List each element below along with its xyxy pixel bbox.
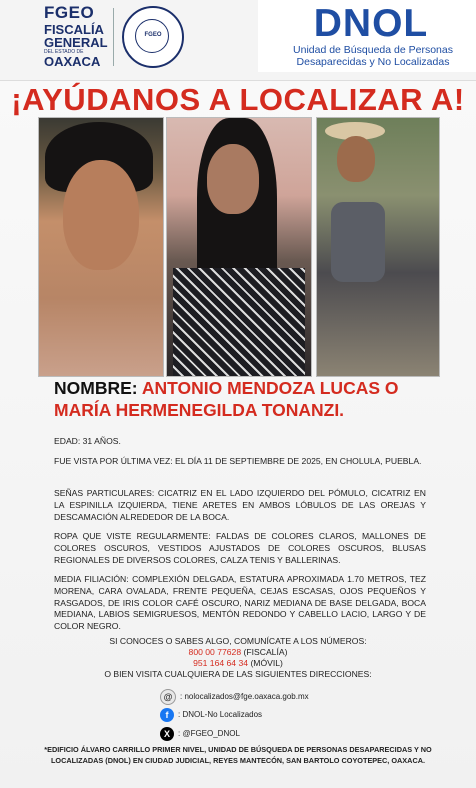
x-icon: X — [160, 727, 174, 741]
facebook-text: : DNOL-No Localizados — [178, 710, 263, 719]
phone-1-note: (FISCALÍA) — [243, 647, 288, 657]
last-seen-label: FUE VISTA POR ÚLTIMA VEZ: — [54, 456, 173, 466]
clothing-value: FALDAS DE COLORES CLAROS, MALLONES DE COLORES OSCUROS, VESTIDOS AJUSTADOS DE COLORES OSCUROS, BLUSAS REGIONALES DE DIVERSOS COLORES, CALZA TENIS Y BALLERINAS. — [54, 531, 427, 565]
dnol-title: DNOL — [313, 2, 429, 45]
phone-1[interactable]: 800 00 77628 — [188, 647, 242, 657]
last-seen-value: EL DÍA 11 DE SEPTIEMBRE DE 2025, EN CHOLULA, PUEBLA. — [174, 456, 422, 466]
phone-movil — [40, 658, 436, 670]
phone-fiscalia — [40, 647, 436, 659]
phone-2[interactable]: 951 164 64 34 — [193, 658, 249, 668]
physical-description — [54, 574, 426, 633]
photo-2-blouse — [173, 268, 305, 376]
logo-divider — [113, 8, 114, 66]
photo-3-face — [337, 136, 375, 182]
seal-text: FGEO — [144, 32, 162, 38]
email-text: : nolocalizados@fge.oaxaca.gob.mx — [180, 692, 309, 702]
visit-addresses: O BIEN VISITA CUALQUIERA DE LAS SIGUIENTES DIRECCIONES: — [104, 669, 372, 679]
fgeo-logo-line4: DEL ESTADO DE — [44, 49, 84, 55]
marks-value: CICATRIZ EN EL LADO IZQUIERDO DEL PÓMULO, CICATRIZ EN LA ESPINILLA IZQUIERDA, TIENE ARETES EN AMBOS LÓBULOS DE LAS OREJAS Y DESCAMACIÓN ALREDEDOR DE LA BOCA. — [54, 488, 426, 522]
x-text: : @FGEO_DNOL — [178, 729, 240, 738]
person-photo-3 — [316, 117, 440, 377]
name-value: ANTONIO MENDOZA LUCAS O MARÍA HERMENEGILDA TONANZI. — [54, 378, 399, 420]
facebook-icon: f — [160, 708, 174, 722]
dnol-subtitle-line1: Unidad de Búsqueda de Personas — [293, 44, 453, 56]
description-label: MEDIA FILIACIÓN: — [54, 574, 129, 584]
name-label: NOMBRE: — [54, 378, 138, 398]
distinguishing-marks — [54, 488, 426, 523]
photo-3-backpack — [331, 202, 385, 282]
person-photo-2 — [166, 117, 312, 377]
clothing-label: ROPA QUE VISTE REGULARMENTE: — [54, 531, 211, 541]
contact-intro: SI CONOCES O SABES ALGO, COMUNÍCATE A LOS NÚMEROS: — [109, 636, 367, 646]
fgeo-logo-line2: FISCALÍA — [44, 22, 104, 37]
last-seen-line — [54, 456, 426, 468]
photo-2-face — [207, 144, 259, 214]
person-photo-1 — [38, 117, 164, 377]
age-label: EDAD: — [54, 436, 81, 446]
fgeo-logo-line3: GENERAL — [44, 35, 108, 50]
clothing — [54, 531, 426, 566]
person-name — [54, 377, 454, 421]
dnol-subtitle — [278, 44, 468, 68]
facebook-contact[interactable] — [160, 707, 262, 723]
fgeo-logo-line5: OAXACA — [44, 54, 101, 69]
x-contact[interactable] — [160, 726, 240, 742]
dnol-subtitle-line2: Desaparecidas y No Localizadas — [296, 56, 450, 68]
phone-2-note: (MÓVIL) — [250, 658, 283, 668]
age-value: 31 AÑOS. — [82, 436, 121, 446]
address-footer: *EDIFICIO ÁLVARO CARRILLO PRIMER NIVEL, UNIDAD DE BÚSQUEDA DE PERSONAS DESAPARECIDAS Y NO LOCALIZADAS (DNOL) EN CIUDAD JUDICIAL, REYES MANTECÓN, SAN BARTOLO COYOTEPEC, OAXACA. — [44, 745, 432, 765]
marks-label: SEÑAS PARTICULARES: — [54, 488, 155, 498]
header-bar — [0, 0, 476, 81]
state-seal-icon — [122, 6, 184, 68]
poster-headline: ¡AYÚDANOS A LOCALIZAR A! — [11, 82, 465, 117]
description-value: COMPLEXIÓN DELGADA, ESTATURA APROXIMADA 1.70 METROS, TEZ MORENA, CARA OVALADA, FRENTE PEQUEÑA, CEJAS ESCASAS, OJOS PEQUEÑOS Y RASGADOS, DE IRIS COLOR CAFÉ OSCURO, NARIZ MEDIANA DE BASE DELGADA, BOCA MEDIANA, LABIOS SEMIGRUESOS, MENTÓN REDONDO Y CABELLO LACIO, LARGO Y DE COLOR NEGRO. — [54, 574, 427, 632]
age-line — [54, 436, 426, 448]
fgeo-logo-line1: FGEO — [44, 3, 95, 22]
fgeo-logo — [44, 4, 110, 68]
photo-1-face — [63, 160, 139, 270]
email-contact[interactable] — [160, 689, 309, 705]
email-icon: @ — [160, 689, 176, 705]
